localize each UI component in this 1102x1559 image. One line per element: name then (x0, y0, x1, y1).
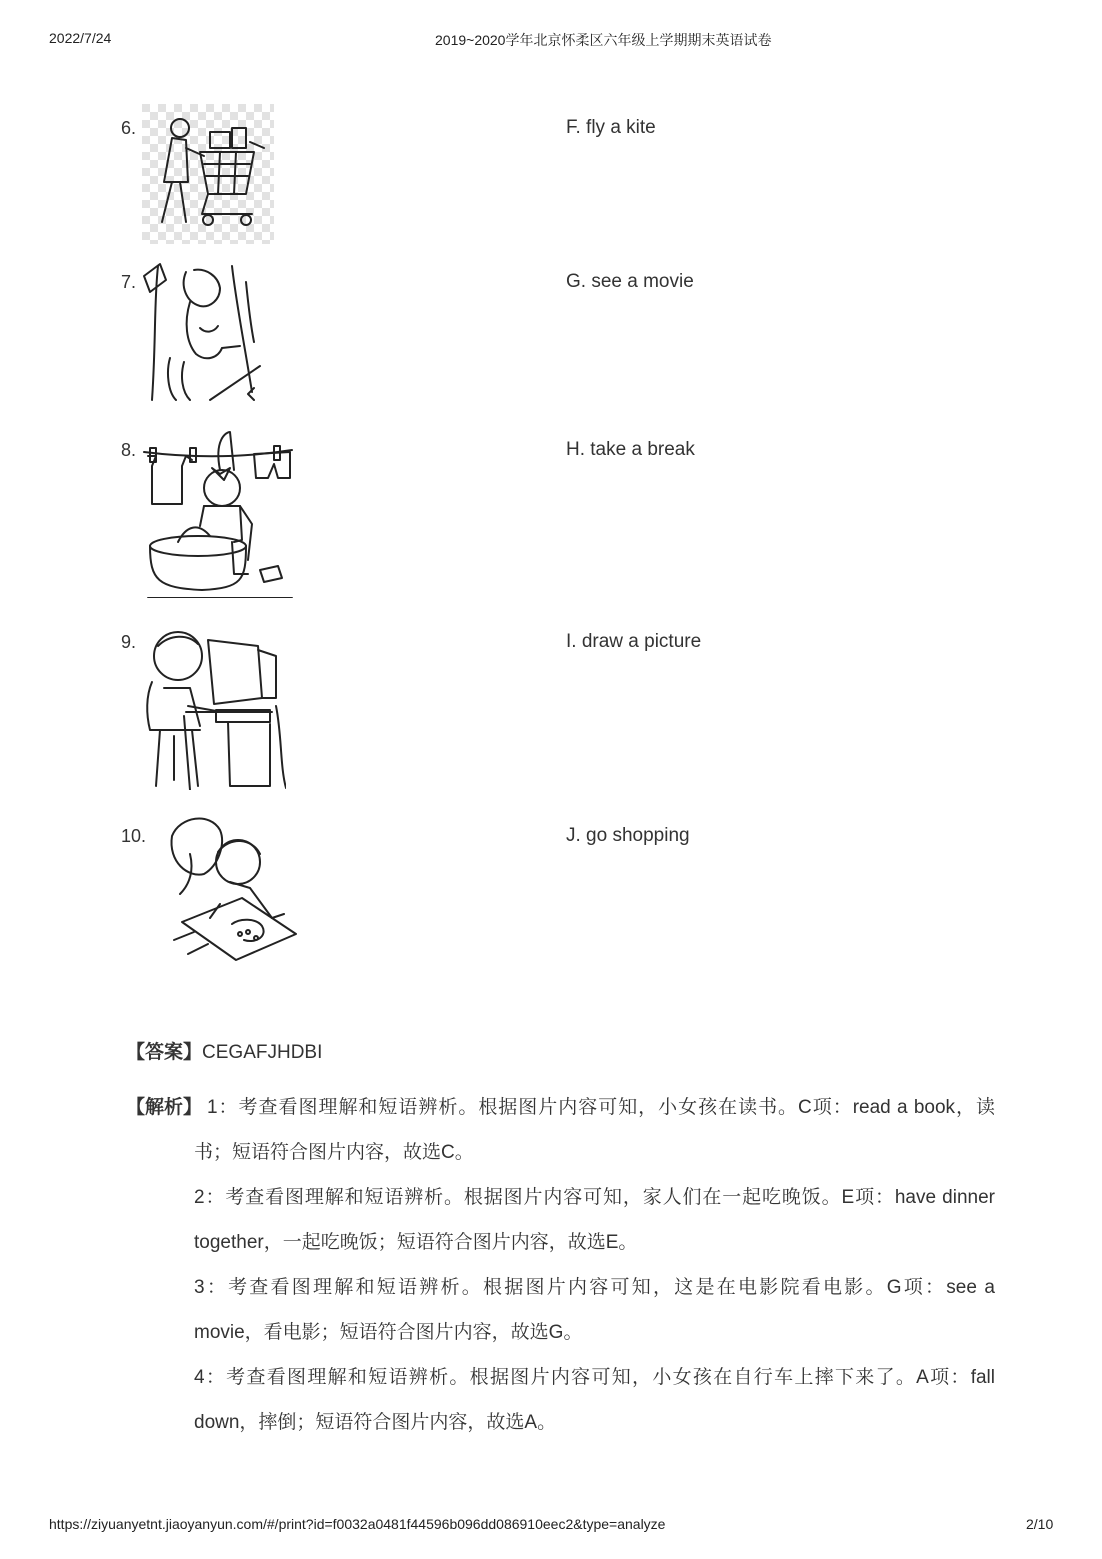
question-number: 7. (121, 272, 137, 292)
page-number: 2/10 (1026, 1516, 1054, 1532)
analysis-line: 2：考查看图理解和短语辨析。根据图片内容可知，家人们在一起吃晚饭。E项：have dinner (194, 1187, 995, 1208)
boy-drawing-image (160, 814, 300, 964)
analysis-line: 1：考查看图理解和短语辨析。根据图片内容可知，小女孩在读书。C项：read a book，读 (207, 1097, 995, 1118)
option-text: J. go shopping (566, 825, 690, 846)
question-number: 9. (121, 632, 137, 652)
analysis-line: movie，看电影；短语符合图片内容，故选G。 (194, 1322, 583, 1343)
question-number: 10. (121, 826, 147, 846)
option-text: I. draw a picture (566, 631, 702, 652)
boy-washing-clothes-image (142, 430, 294, 598)
analysis-label: 【解析】 (126, 1097, 203, 1118)
analysis-line: down，摔倒；短语符合图片内容，故选A。 (194, 1412, 557, 1433)
analysis-line: 书；短语符合图片内容，故选C。 (194, 1142, 474, 1163)
analysis-line: together，一起吃晚饭；短语符合图片内容，故选E。 (194, 1232, 638, 1253)
answer-line (126, 1037, 322, 1064)
footer-url[interactable]: https://ziyuanyetnt.jiaoyanyun.com/#/print?id=f0032a0481f44596b096dd086910eec2&type=analyze (49, 1516, 666, 1532)
question-number: 8. (121, 440, 137, 460)
answer-label: 【答案】 (126, 1042, 203, 1063)
print-date: 2022/7/24 (49, 30, 112, 46)
option-text: F. fly a kite (566, 117, 656, 138)
boy-computer-image (140, 626, 286, 790)
smurf-resting-tree-image (140, 262, 268, 404)
document-title: 2019~2020学年北京怀柔区六年级上学期期末英语试卷 (435, 32, 772, 48)
woman-shopping-cart-image (142, 104, 274, 244)
option-text: G. see a movie (566, 271, 694, 292)
option-text: H. take a break (566, 439, 695, 460)
analysis-line: 3：考查看图理解和短语辨析。根据图片内容可知，这是在电影院看电影。G项：see a (194, 1277, 995, 1298)
analysis-line: 4：考查看图理解和短语辨析。根据图片内容可知，小女孩在自行车上摔下来了。A项：fall (194, 1367, 995, 1388)
answer-value: CEGAFJHDBI (202, 1042, 323, 1063)
question-number: 6. (121, 118, 137, 138)
